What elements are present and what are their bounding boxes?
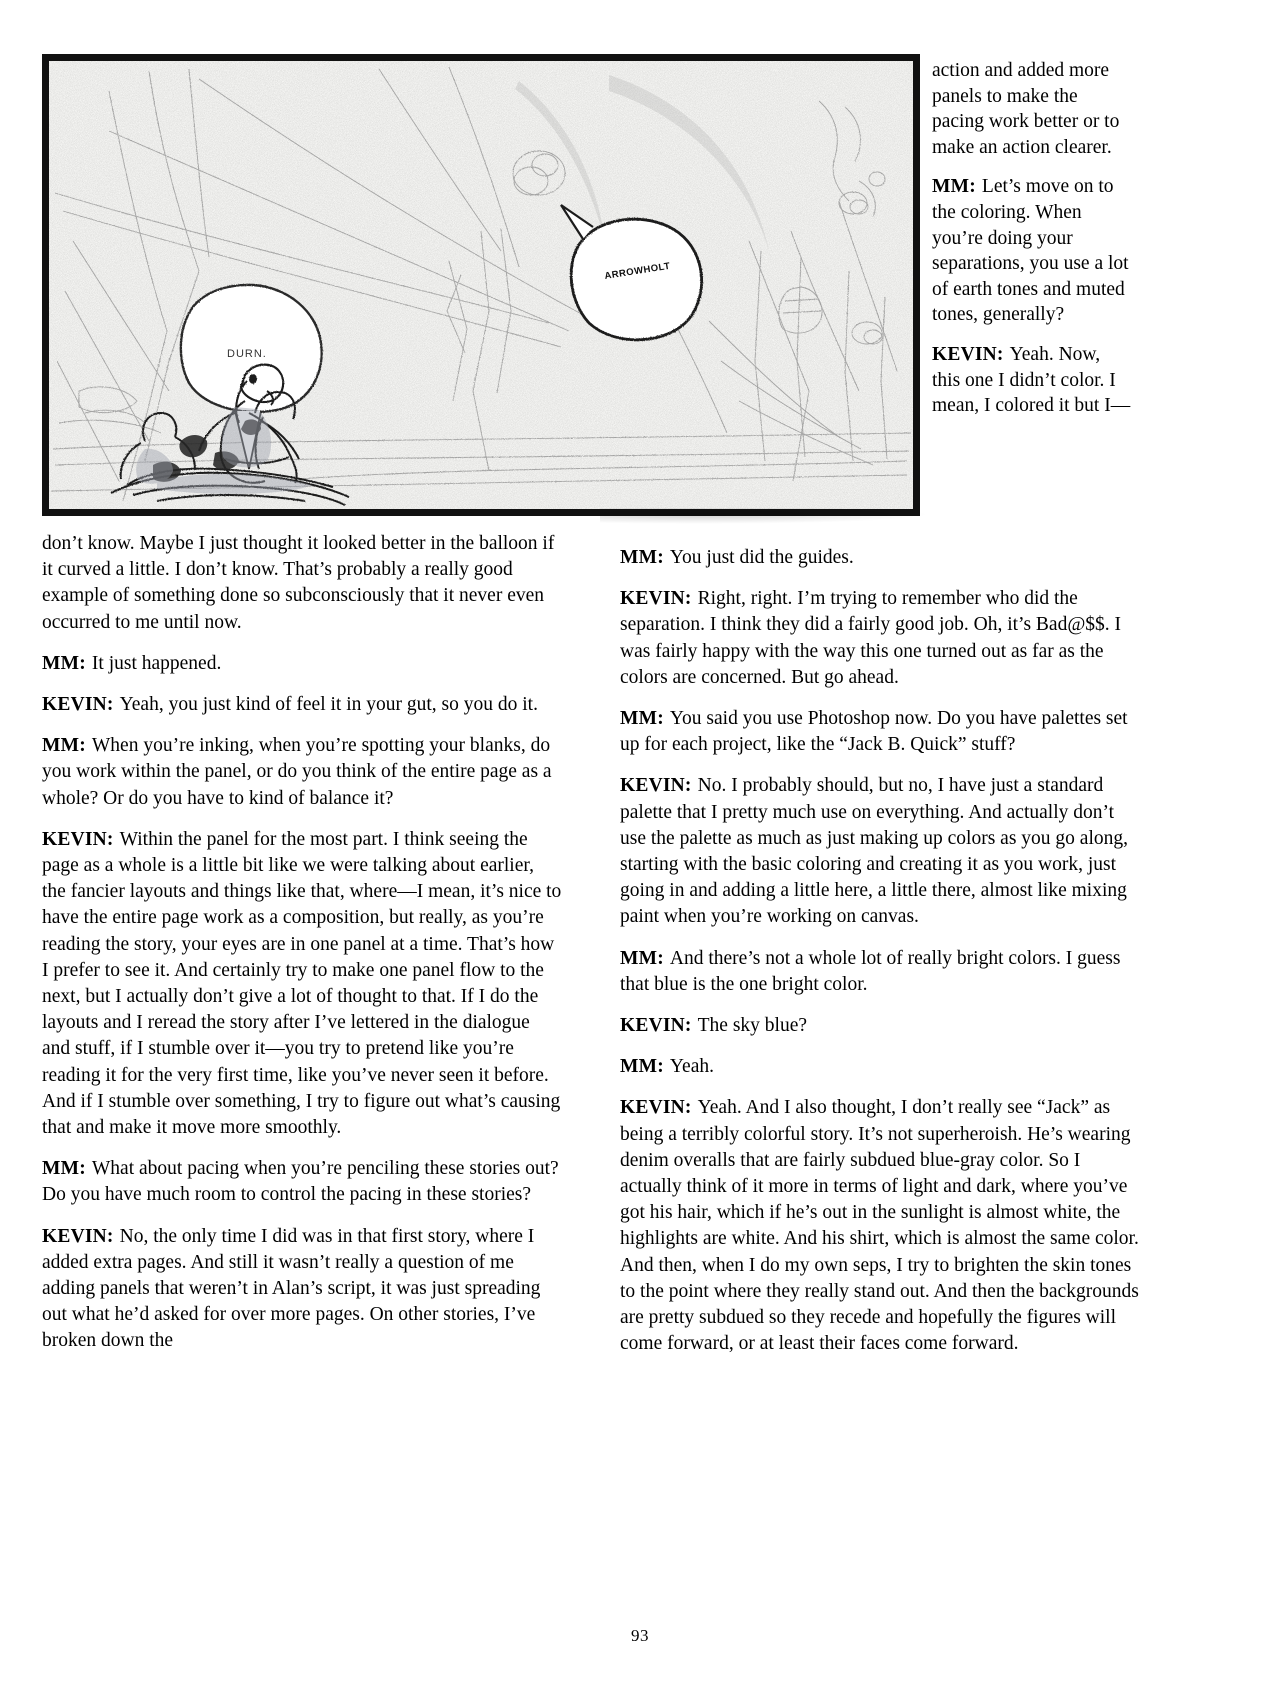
speaker-label: MM: (932, 176, 976, 198)
transcript-paragraph (620, 946, 1140, 998)
paragraph-text: When you’re inking, when you’re spotting your blanks, do you work within the panel, or do you think of the entire page as a whole? Or do you have to kind of balance it? (42, 735, 552, 809)
transcript-paragraph (620, 1095, 1140, 1357)
comic-panel-artwork (49, 61, 913, 509)
speaker-label: KEVIN: (42, 694, 114, 716)
transcript-paragraph (42, 827, 562, 1141)
paragraph-text: Within the panel for the most part. I think seeing the page as a whole is a little bit like we were talking about earlier, the fancier layouts and things like that, where—I mean, it’s nice to have the entire page work as a composition, but really, as you’re reading the story, your eyes are in one panel at a time. That’s how I prefer to see it. And certainly try to make one panel flow to the next, but I actually don’t give a lot of thought to that. If I do the layouts and I reread the story after I’ve lettered in the dialogue and stuff, if I stumble over it—you try to pretend like you’re reading it for the very first time, like you’ve never seen it before. And if I stumble over something, I try to figure out what’s causing that and make it move more smoothly. (42, 828, 562, 1139)
speaker-label: KEVIN: (932, 343, 1004, 365)
paragraph-text: No, the only time I did was in that first story, where I added extra pages. And still it wasn’t really a question of me adding panels that weren’t in Alan’s script, it was just spreading out what he’d asked for over more pages. On other stories, I’ve broken down the (42, 1225, 541, 1352)
speaker-label: KEVIN: (42, 828, 114, 850)
transcript-paragraph (620, 545, 1140, 571)
transcript-paragraph (42, 1224, 562, 1355)
paragraph-text: Let’s move on to the coloring. When you’re doing your separations, you use a lot of earth tones and muted tones, generally? (932, 176, 1129, 326)
speaker-label: MM: (620, 1056, 664, 1078)
transcript-paragraph (620, 586, 1140, 691)
transcript-paragraph (42, 1156, 562, 1208)
transcript-paragraph (620, 706, 1140, 758)
speaker-label: MM: (42, 1158, 86, 1180)
paragraph-text: What about pacing when you’re penciling these stories out? Do you have much room to control the pacing in these stories? (42, 1158, 559, 1206)
paragraph-text: And there’s not a whole lot of really bright colors. I guess that blue is the one bright color. (620, 947, 1121, 995)
speaker-label: MM: (620, 547, 664, 568)
body-columns (42, 531, 1140, 1541)
paragraph-text: The sky blue? (697, 1015, 808, 1037)
transcript-paragraph (620, 1013, 1140, 1039)
paragraph-text: It just happened. (91, 652, 222, 674)
speaker-label: MM: (620, 947, 664, 969)
speaker-label: KEVIN: (620, 775, 692, 797)
speaker-label: KEVIN: (620, 1015, 692, 1037)
speaker-label: MM: (42, 652, 86, 674)
aside-paragraph (932, 174, 1132, 328)
paragraph-text: No. I probably should, but no, I have just a standard palette that I pretty much use on everything. And actually don’t use the palette as much as just making up colors as you go along, starting with the basic coloring and creating it as you work, just going in and adding a little here, a little there, almost like mixing paint when you’re working on canvas. (620, 775, 1128, 928)
aside-paragraph (932, 342, 1132, 419)
paragraph-text: Right, right. I’m trying to remember who did the separation. I think they did a fairly good job. Oh, it’s Bad@$$. I was fairly happy with the way this one turned out as far as the colors are concerned. But go ahead. (620, 588, 1122, 688)
paragraph-text: don’t know. Maybe I just thought it looked better in the balloon if it curved a little. I don’t know. That’s probably a really good example of something done so subconsciously that it never even occurred to me until now. (42, 533, 555, 633)
paragraph-text: You said you use Photoshop now. Do you have palettes set up for each project, like the “Jack B. Quick” stuff? (620, 708, 1128, 756)
transcript-paragraph (620, 1054, 1140, 1080)
speaker-label: KEVIN: (620, 1097, 692, 1119)
paragraph-text: action and added more panels to make the pacing work better or to make an action clearer. (932, 60, 1120, 158)
paragraph-text: You just did the guides. (669, 547, 854, 568)
speaker-label: MM: (42, 735, 86, 757)
transcript-paragraph (42, 733, 562, 812)
paragraph-text: Yeah, you just kind of feel it in your gut, so you do it. (119, 694, 538, 716)
left-column (42, 531, 562, 1370)
sketch-figure (42, 54, 920, 516)
balloon-arrowholt-text: ARROWHOLT (603, 260, 672, 282)
pencil-sketch-svg (49, 61, 913, 509)
right-column (620, 545, 1140, 1372)
paragraph-text: Yeah. (669, 1056, 714, 1078)
aside-paragraph (932, 58, 1132, 160)
aside-column (932, 58, 1132, 433)
paragraph-text: Yeah. Now, this one I didn’t color. I mean, I colored it but I— (932, 343, 1131, 417)
comic-panel-frame (42, 54, 920, 516)
page-number: 93 (631, 1626, 649, 1645)
transcript-paragraph (620, 773, 1140, 930)
speaker-label: KEVIN: (620, 588, 692, 610)
balloon-durn-text: DURN. (227, 348, 267, 360)
transcript-paragraph (42, 531, 562, 636)
speaker-label: KEVIN: (42, 1225, 114, 1247)
transcript-paragraph (42, 692, 562, 718)
speaker-label: MM: (620, 708, 664, 730)
paragraph-text: Yeah. And I also thought, I don’t really see “Jack” as being a terribly colorful story. It’s not superheroish. He’s wearing denim overalls that are fairly subdued blue-gray color. So I actually think of it more in terms of light and dark, where you’ve got his hair, which if he’s out in the sunlight is almost white, the highlights are white. And his shirt, which is almost the same color. And then, when I do my own seps, I try to brighten the skin tones to the point where they really stand out. And then the backgrounds are pretty subdued so they recede and hopefully the figures will come forward, or at least their faces come forward. (620, 1097, 1139, 1355)
transcript-paragraph (42, 651, 562, 677)
